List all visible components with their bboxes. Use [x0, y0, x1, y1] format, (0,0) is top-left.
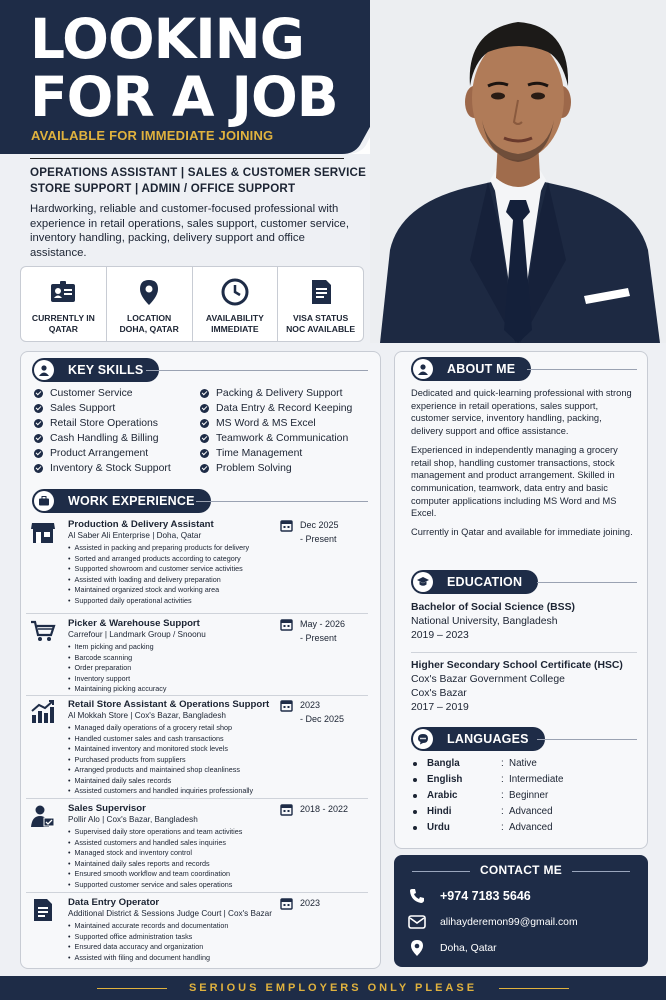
- language-level: Advanced: [509, 806, 553, 817]
- job-company: Al Saber Ali Enterprise | Doha, Qatar: [68, 531, 202, 540]
- info-location: [107, 267, 193, 341]
- job-dates: [300, 519, 339, 546]
- language-row: [413, 804, 563, 820]
- duty-item: • Maintained accurate records and documentation: [68, 921, 228, 932]
- skill-item: [200, 461, 370, 476]
- skill-item: [200, 446, 370, 461]
- duty-item: • Managed daily operations of a grocery retail shop: [68, 723, 253, 734]
- speech-bubble-icon: [413, 729, 433, 749]
- skill-text: Sales Support: [50, 403, 116, 414]
- skills-heading-text: KEY SKILLS: [68, 363, 144, 377]
- check-icon: [200, 434, 209, 443]
- check-icon: [34, 464, 43, 473]
- job-title: Picker & Warehouse Support: [68, 618, 200, 629]
- about-paragraph: Experienced in independently managing a grocery retail shop, handling customer transactions, stock management and product arrangement. Skilled in communication, teamwork, data entry and basic computer applications including MS Word and MS Excel.: [411, 444, 618, 519]
- section-rule: [146, 370, 368, 371]
- info-value: DOHA, QATAR: [119, 324, 179, 334]
- calendar-icon: [280, 803, 293, 816]
- skill-item: [200, 416, 370, 431]
- job-divider: [26, 892, 368, 893]
- degree: Higher Secondary School Certificate (HSC): [411, 660, 623, 671]
- graduation-cap-icon: [413, 572, 433, 592]
- check-icon: [34, 449, 43, 458]
- education-item: [411, 659, 623, 715]
- school: Cox's Bazar Government College: [411, 674, 565, 685]
- education-heading-text: EDUCATION: [447, 575, 523, 589]
- info-current-location: [21, 267, 107, 341]
- contact-location: [408, 939, 497, 957]
- quick-info-box: [20, 266, 364, 342]
- bullet: [413, 762, 417, 766]
- section-rule: [527, 369, 637, 370]
- location-pin-icon: [134, 277, 164, 307]
- store-icon: [30, 519, 56, 545]
- language-row: [413, 788, 563, 804]
- language-level: Intermediate: [509, 774, 564, 785]
- date-end: - Present: [300, 632, 337, 643]
- calendar-icon: [280, 519, 293, 532]
- info-label: CURRENTLY IN: [31, 313, 95, 323]
- duty-item: • Supported daily operational activities: [68, 596, 249, 607]
- duty-item: • Assisted in packing and preparing products for delivery: [68, 543, 249, 554]
- roles-line-2: STORE SUPPORT | ADMIN / OFFICE SUPPORT: [30, 182, 296, 195]
- language-row: [413, 756, 563, 772]
- user-icon: [413, 359, 433, 379]
- clock-icon: [220, 277, 250, 307]
- skill-text: Teamwork & Communication: [216, 433, 349, 444]
- separator: :: [501, 790, 504, 801]
- experience-heading-text: WORK EXPERIENCE: [68, 494, 195, 508]
- user-icon: [34, 360, 54, 380]
- contact-phone[interactable]: [408, 887, 531, 905]
- date-end: - Dec 2025: [300, 713, 345, 724]
- duty-item: • Purchased products from suppliers: [68, 755, 253, 766]
- calendar-icon: [280, 699, 293, 712]
- about-heading-text: ABOUT ME: [447, 362, 516, 376]
- info-label: LOCATION: [126, 313, 172, 323]
- check-icon: [200, 464, 209, 473]
- section-rule: [537, 739, 637, 740]
- date-end: - Present: [300, 533, 337, 544]
- roles-line-1: OPERATIONS ASSISTANT | SALES & CUSTOMER SERVICE: [30, 166, 367, 179]
- separator: :: [501, 822, 504, 833]
- info-label: AVAILABILITY: [205, 313, 264, 323]
- skill-item: [34, 431, 204, 446]
- job-divider: [26, 798, 368, 799]
- profile-photo: [370, 0, 666, 343]
- job-company: Al Mokkah Store | Cox's Bazar, Bangladesh: [68, 711, 226, 720]
- info-availability: [193, 267, 279, 341]
- bullet: [413, 826, 417, 830]
- skill-text: Inventory & Stock Support: [50, 463, 171, 474]
- duty-item: • Supervised daily store operations and team activities: [68, 827, 242, 838]
- date-start: 2023: [300, 700, 321, 710]
- separator: :: [501, 774, 504, 785]
- skills-list-left: [34, 386, 204, 476]
- job-duties: [68, 827, 242, 890]
- duty-item: • Item picking and packing: [68, 642, 166, 653]
- target-roles: [30, 165, 366, 197]
- footer-text: SERIOUS EMPLOYERS ONLY PLEASE: [188, 982, 478, 994]
- duty-item: • Barcode scanning: [68, 653, 166, 664]
- job-company: Pollir Alo | Cox's Bazar, Bangladesh: [68, 815, 198, 824]
- job-title: Retail Store Assistant & Operations Support: [68, 699, 270, 710]
- briefcase-icon: [34, 491, 54, 511]
- check-icon: [200, 419, 209, 428]
- info-value: QATAR: [48, 324, 79, 334]
- skills-list-right: [200, 386, 370, 476]
- job-title: Sales Supervisor: [68, 803, 146, 814]
- calendar-icon: [280, 618, 293, 631]
- job-company: Carrefour | Landmark Group / Snoonu: [68, 630, 206, 639]
- section-heading-skills: [32, 358, 159, 382]
- skill-item: [34, 416, 204, 431]
- duty-item: • Maintained daily sales records: [68, 776, 253, 787]
- duty-item: • Assisted customers and handled sales inquiries: [68, 838, 242, 849]
- check-icon: [200, 389, 209, 398]
- info-visa: [278, 267, 363, 341]
- job-dates: [300, 803, 348, 817]
- info-value: NOC AVAILABLE: [286, 324, 356, 334]
- location-pin-icon: [408, 939, 426, 957]
- phone-number: +974 7183 5646: [440, 889, 531, 903]
- growth-chart-icon: [30, 699, 56, 725]
- language-name: Bangla: [427, 758, 460, 769]
- section-rule: [537, 582, 637, 583]
- language-name: Urdu: [427, 822, 450, 833]
- supervisor-icon: [30, 803, 56, 829]
- duty-item: • Supported showroom and customer service activities: [68, 564, 249, 575]
- footer-rule-left: [97, 988, 167, 989]
- duty-item: • Managed stock and inventory control: [68, 848, 242, 859]
- separator: :: [501, 806, 504, 817]
- separator: :: [501, 758, 504, 769]
- section-heading-experience: [32, 489, 211, 513]
- email-address: alihayderemon99@gmail.com: [440, 916, 578, 928]
- check-icon: [34, 389, 43, 398]
- calendar-icon: [280, 897, 293, 910]
- page-title: [30, 7, 338, 129]
- skill-text: Customer Service: [50, 388, 133, 399]
- language-name: English: [427, 774, 463, 785]
- skill-item: [34, 386, 204, 401]
- skill-text: Product Arrangement: [50, 448, 149, 459]
- skill-text: Cash Handling & Billing: [50, 433, 159, 444]
- skill-item: [200, 386, 370, 401]
- about-text: [411, 387, 636, 545]
- date-start: 2018 - 2022: [300, 804, 349, 814]
- check-icon: [34, 434, 43, 443]
- skill-item: [34, 461, 204, 476]
- duty-item: • Maintained inventory and monitored stock levels: [68, 744, 253, 755]
- footer-rule-right: [499, 988, 569, 989]
- school: National University, Bangladesh: [411, 616, 558, 627]
- contact-card: [394, 855, 648, 967]
- skill-text: Retail Store Operations: [50, 418, 159, 429]
- school-city: Cox's Bazar: [411, 688, 467, 699]
- languages-list: [413, 756, 563, 836]
- duty-item: • Supported customer service and sales operations: [68, 880, 242, 891]
- duty-item: • Maintained daily sales reports and records: [68, 859, 242, 870]
- language-name: Hindi: [427, 806, 452, 817]
- duty-item: • Order preparation: [68, 663, 166, 674]
- check-icon: [34, 404, 43, 413]
- job-duties: [68, 642, 166, 695]
- education-divider: [411, 652, 637, 653]
- duty-item: • Assisted customers and handled inquiries professionally: [68, 786, 253, 797]
- section-rule: [196, 501, 368, 502]
- duty-item: • Inventory support: [68, 674, 166, 685]
- contact-rule-right: [572, 871, 630, 872]
- footer-banner: [0, 976, 666, 1000]
- skill-item: [200, 431, 370, 446]
- skill-item: [34, 446, 204, 461]
- bullet: [413, 778, 417, 782]
- skill-text: MS Word & MS Excel: [216, 418, 316, 429]
- job-title: Data Entry Operator: [68, 897, 160, 908]
- title-line-2: FOR A JOB: [30, 65, 338, 129]
- job-title: Production & Delivery Assistant: [68, 519, 214, 530]
- job-divider: [26, 695, 368, 696]
- language-row: [413, 772, 563, 788]
- language-level: Advanced: [509, 822, 553, 833]
- phone-icon: [408, 887, 426, 905]
- duty-item: • Ensured data accuracy and organization: [68, 942, 228, 953]
- section-heading-languages: [411, 727, 545, 751]
- job-duties: [68, 543, 249, 606]
- language-row: [413, 820, 563, 836]
- job-company: Additional District & Sessions Judge Court | Cox's Bazar: [68, 909, 272, 918]
- duty-item: • Supported office administration tasks: [68, 932, 228, 943]
- date-start: Dec 2025: [300, 520, 339, 530]
- duty-item: • Assisted with filing and document handling: [68, 953, 228, 964]
- languages-heading-text: LANGUAGES: [447, 732, 529, 746]
- availability-subtitle: AVAILABLE FOR IMMEDIATE JOINING: [31, 128, 274, 143]
- job-duties: [68, 921, 228, 963]
- check-icon: [34, 419, 43, 428]
- header-divider: [30, 158, 344, 159]
- skill-text: Packing & Delivery Support: [216, 388, 343, 399]
- intro-text: Hardworking, reliable and customer-focused professional with experience in retail operations, sales support, customer service, inventory handling, packing, delivery support and office assistance.: [30, 203, 349, 259]
- about-paragraph: Currently in Qatar and available for immediate joining.: [411, 527, 633, 538]
- shopping-cart-icon: [30, 618, 56, 644]
- duty-item: • Maintained organized stock and working area: [68, 585, 249, 596]
- education-item: [411, 601, 575, 643]
- job-duties: [68, 723, 253, 797]
- duty-item: • Assisted with loading and delivery preparation: [68, 575, 249, 586]
- section-heading-education: [411, 570, 538, 594]
- job-dates: [300, 618, 345, 645]
- document-icon: [306, 277, 336, 307]
- email-icon: [408, 913, 426, 931]
- years: 2017 – 2019: [411, 702, 469, 713]
- language-level: Beginner: [509, 790, 549, 801]
- language-name: Arabic: [427, 790, 458, 801]
- degree: Bachelor of Social Science (BSS): [411, 602, 575, 613]
- job-dates: [300, 897, 320, 911]
- location-text: Doha, Qatar: [440, 942, 497, 954]
- duty-item: • Sorted and arranged products according to category: [68, 554, 249, 565]
- skill-text: Problem Solving: [216, 463, 292, 474]
- file-icon: [30, 897, 56, 923]
- contact-email[interactable]: [408, 913, 578, 931]
- info-value: IMMEDIATE: [211, 324, 259, 334]
- duty-item: • Arranged products and maintained shop cleanliness: [68, 765, 253, 776]
- date-start: May - 2026: [300, 619, 346, 629]
- about-paragraph: Dedicated and quick-learning professional with strong experience in retail operations, sales support, customer service, inventory handling, packing, delivery support and office assistance.: [411, 388, 632, 437]
- skill-item: [200, 401, 370, 416]
- job-dates: [300, 699, 344, 726]
- skill-text: Time Management: [216, 448, 303, 459]
- check-icon: [200, 449, 209, 458]
- years: 2019 – 2023: [411, 630, 469, 641]
- duty-item: • Handled customer sales and cash transactions: [68, 734, 253, 745]
- id-badge-icon: [48, 277, 78, 307]
- language-level: Native: [509, 758, 537, 769]
- duty-item: • Ensured smooth workflow and team coordination: [68, 869, 242, 880]
- job-divider: [26, 613, 368, 614]
- bullet: [413, 794, 417, 798]
- section-heading-about: [411, 357, 531, 381]
- duty-item: • Maintaining picking accuracy: [68, 684, 166, 695]
- info-label: VISA STATUS: [293, 313, 349, 323]
- title-line-1: LOOKING: [30, 7, 304, 71]
- check-icon: [200, 404, 209, 413]
- bullet: [413, 810, 417, 814]
- skill-text: Data Entry & Record Keeping: [216, 403, 353, 414]
- contact-heading: CONTACT ME: [479, 863, 563, 877]
- date-start: 2023: [300, 898, 321, 908]
- skill-item: [34, 401, 204, 416]
